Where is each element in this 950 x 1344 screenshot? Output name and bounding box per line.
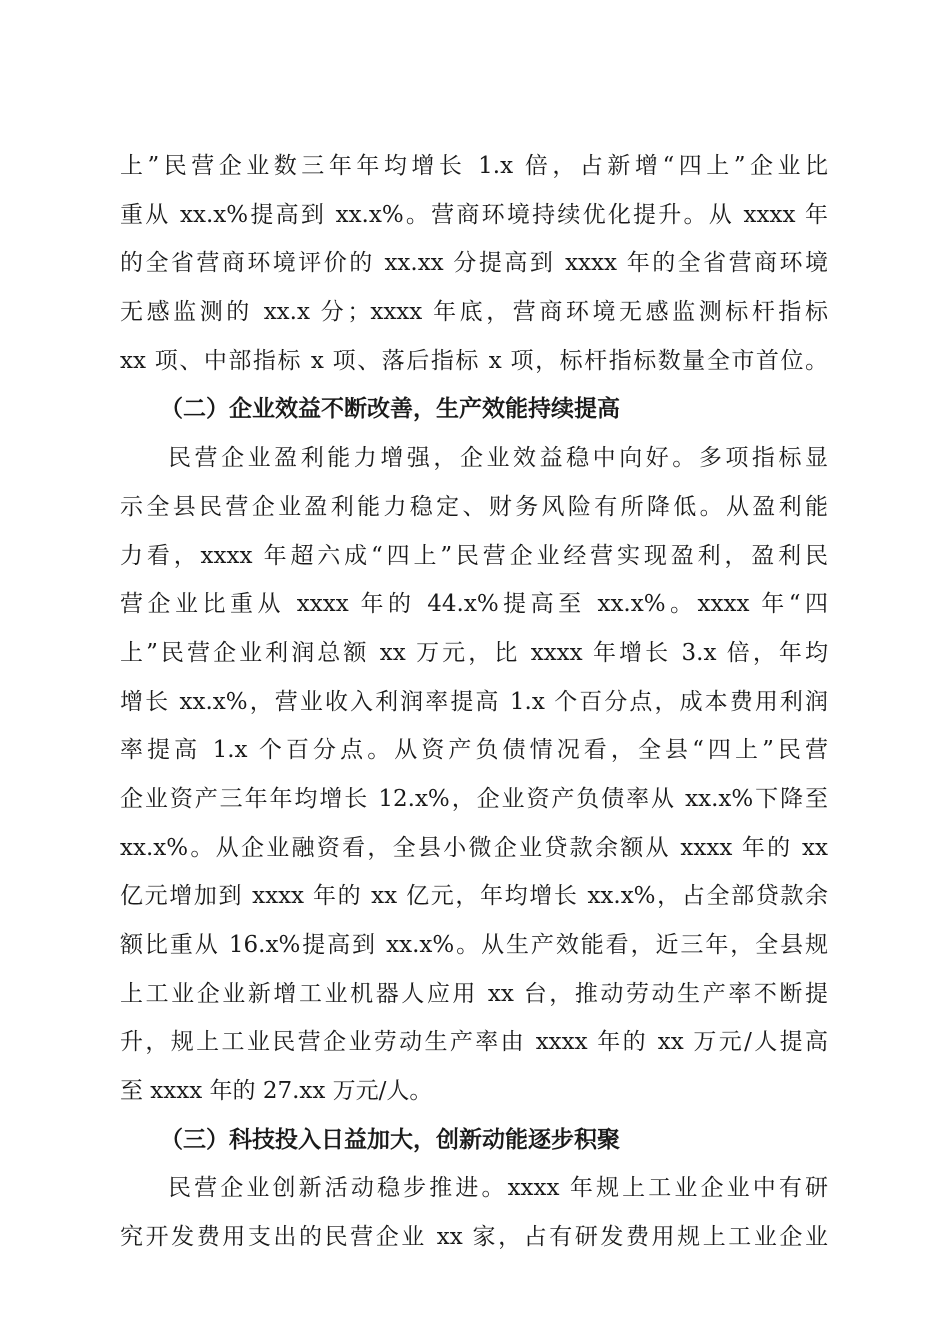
paragraph-line: 民营企业盈利能力增强，企业效益稳中向好。多项指标显 <box>168 445 828 472</box>
paragraph-line: 上”民营企业利润总额 xx 万元，比 xxxx 年增长 3.x 倍，年均 <box>120 639 828 666</box>
section-heading-3: （三）科技投入日益加大，创新动能逐步积聚 <box>160 1125 620 1153</box>
paragraph-line: 究开发费用支出的民营企业 xx 家，占有研发费用规上工业企业 <box>120 1224 828 1251</box>
paragraph-line: 增长 xx.x%，营业收入利润率提高 1.x 个百分点，成本费用利润 <box>120 688 828 715</box>
paragraph-line: 示全县民营企业盈利能力稳定、财务风险有所降低。从盈利能 <box>120 493 828 520</box>
paragraph-line: 升，规上工业民营企业劳动生产率由 xxxx 年的 xx 万元/人提高 <box>120 1029 828 1056</box>
paragraph-line: xx 项、中部指标 x 项、落后指标 x 项，标杆指标数量全市首位。 <box>120 347 828 374</box>
paragraph-line: 力看，xxxx 年超六成“四上”民营企业经营实现盈利，盈利民 <box>120 542 828 569</box>
paragraph-line: 的全省营商环境评价的 xx.xx 分提高到 xxxx 年的全省营商环境 <box>120 250 828 277</box>
paragraph-line: 营企业比重从 xxxx 年的 44.x%提高至 xx.x%。xxxx 年“四 <box>120 591 828 618</box>
paragraph-line: 上工业企业新增工业机器人应用 xx 台，推动劳动生产率不断提 <box>120 980 828 1007</box>
paragraph-line: 亿元增加到 xxxx 年的 xx 亿元，年均增长 xx.x%，占全部贷款余 <box>120 883 828 910</box>
document-body <box>120 142 828 1262</box>
paragraph-line: 重从 xx.x%提高到 xx.x%。营商环境持续优化提升。从 xxxx 年 <box>120 201 828 228</box>
section-heading-2: （二）企业效益不断改善，生产效能持续提高 <box>160 395 620 423</box>
paragraph-line: xx.x%。从企业融资看，全县小微企业贷款余额从 xxxx 年的 xx <box>120 834 828 861</box>
paragraph-line: 上”民营企业数三年年均增长 1.x 倍，占新增“四上”企业比 <box>120 153 828 179</box>
paragraph-line: 额比重从 16.x%提高到 xx.x%。从生产效能看，近三年，全县规 <box>120 932 828 958</box>
paragraph-line: 民营企业创新活动稳步推进。xxxx 年规上工业企业中有研 <box>168 1175 828 1202</box>
paragraph-line: 企业资产三年年均增长 12.x%，企业资产负债率从 xx.x%下降至 <box>120 785 828 812</box>
paragraph-line: 率提高 1.x 个百分点。从资产负债情况看，全县“四上”民营 <box>120 737 828 764</box>
paragraph-line: 至 xxxx 年的 27.xx 万元/人。 <box>120 1078 433 1105</box>
paragraph-line: 无感监测的 xx.x 分；xxxx 年底，营商环境无感监测标杆指标 <box>120 299 828 326</box>
